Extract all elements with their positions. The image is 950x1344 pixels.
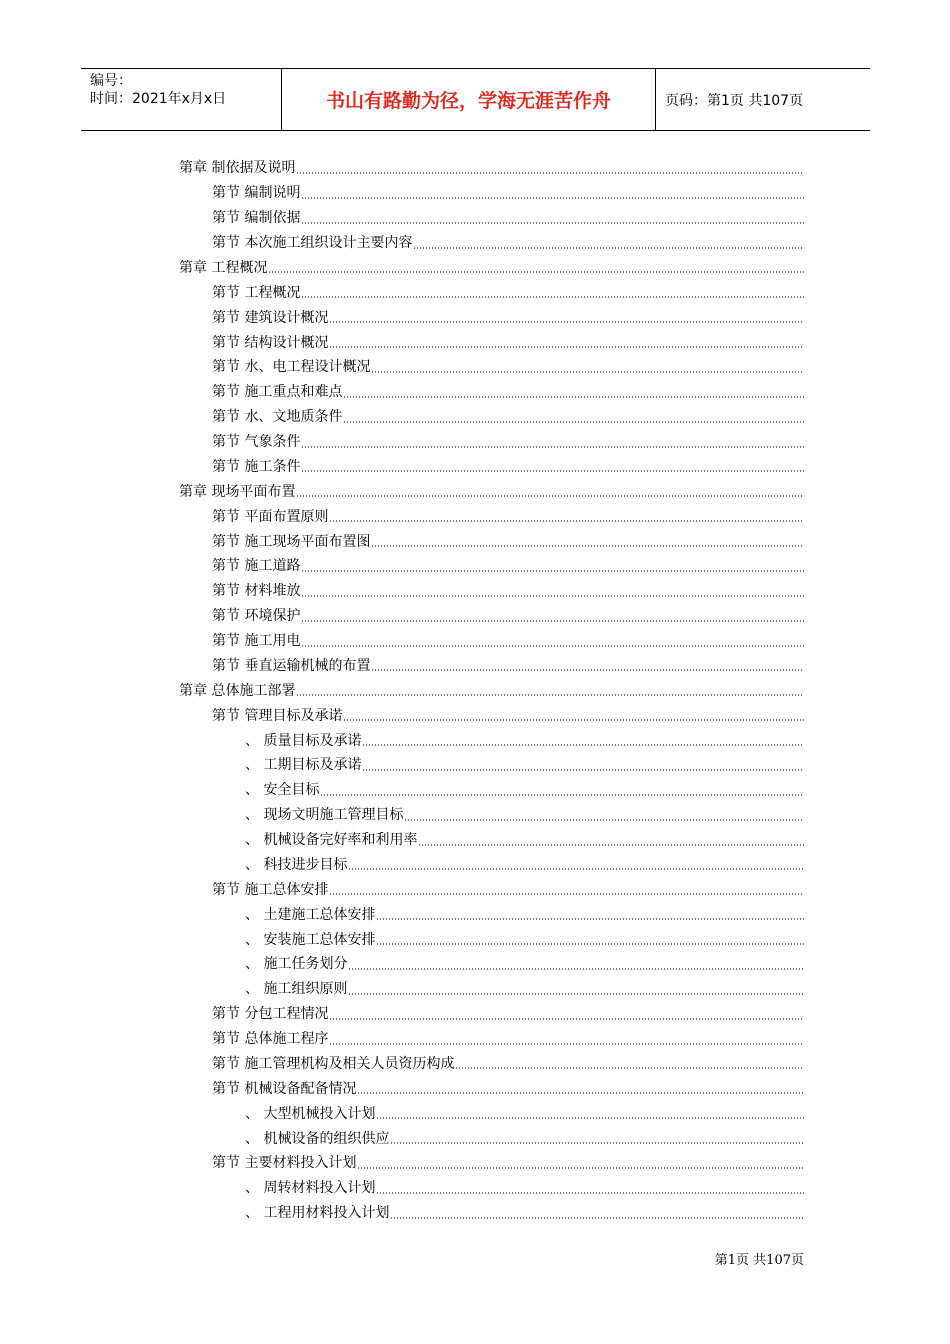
toc-entry-title: 第节 施工用电 xyxy=(212,633,301,650)
toc-entry[interactable] xyxy=(0,1075,950,1100)
toc-dot-leader xyxy=(362,744,804,746)
toc-entry[interactable] xyxy=(0,926,950,951)
toc-entry-title: 第节 编制依据 xyxy=(212,210,301,227)
header-motto: 书山有路勤为径，学海无涯苦作舟 xyxy=(281,69,656,130)
toc-entry[interactable] xyxy=(0,404,950,429)
toc-entry-title: 、 质量目标及承诺 xyxy=(245,732,362,749)
toc-entry-title: 第节 编制说明 xyxy=(212,185,301,202)
toc-entry-title: 、 大型机械投入计划 xyxy=(245,1105,376,1122)
toc-dot-leader xyxy=(301,222,804,224)
toc-dot-leader xyxy=(329,1018,804,1020)
toc-entry-title: 、 土建施工总体安排 xyxy=(245,906,376,923)
header-page-number: 页码：第1页 共107页 xyxy=(665,92,804,109)
toc-dot-leader xyxy=(376,1117,804,1119)
toc-entry[interactable] xyxy=(0,976,950,1001)
toc-entry-title: 第章 工程概况 xyxy=(179,259,268,276)
toc-entry-title: 、 安装施工总体安排 xyxy=(245,931,376,948)
toc-dot-leader xyxy=(329,520,804,522)
toc-entry[interactable] xyxy=(0,279,950,304)
document-number-label: 编号： xyxy=(90,73,132,89)
toc-dot-leader xyxy=(329,346,804,348)
toc-dot-leader xyxy=(455,1067,804,1069)
toc-dot-leader xyxy=(404,819,804,821)
toc-entry[interactable] xyxy=(0,802,950,827)
toc-entry-title: 第节 环境保护 xyxy=(212,608,301,625)
toc-entry[interactable] xyxy=(0,1200,950,1225)
toc-entry[interactable] xyxy=(0,752,950,777)
toc-entry-title: 、 机械设备的组织供应 xyxy=(245,1130,390,1147)
page-header xyxy=(81,68,870,131)
toc-entry[interactable] xyxy=(0,603,950,628)
toc-entry-title: 、 施工组织原则 xyxy=(245,981,348,998)
toc-entry[interactable] xyxy=(0,155,950,180)
toc-dot-leader xyxy=(320,794,804,796)
toc-dot-leader xyxy=(301,645,804,647)
toc-entry-title: 第节 水、电工程设计概况 xyxy=(212,359,371,376)
toc-entry[interactable] xyxy=(0,951,950,976)
toc-entry[interactable] xyxy=(0,1125,950,1150)
toc-entry[interactable] xyxy=(0,1100,950,1125)
toc-dot-leader xyxy=(343,719,804,721)
toc-entry-title: 第节 机械设备配备情况 xyxy=(212,1080,357,1097)
toc-entry[interactable] xyxy=(0,702,950,727)
toc-dot-leader xyxy=(268,271,804,273)
toc-entry-title: 第节 施工总体安排 xyxy=(212,881,329,898)
toc-entry[interactable] xyxy=(0,1175,950,1200)
toc-entry-title: 第章 现场平面布置 xyxy=(179,483,296,500)
toc-dot-leader xyxy=(371,545,804,547)
toc-entry-title: 第节 施工现场平面布置图 xyxy=(212,533,371,550)
toc-dot-leader xyxy=(301,570,804,572)
toc-entry[interactable] xyxy=(0,255,950,280)
toc-entry-title: 第章 总体施工部署 xyxy=(179,682,296,699)
toc-entry[interactable] xyxy=(0,553,950,578)
table-of-contents xyxy=(0,155,950,1225)
toc-dot-leader xyxy=(362,769,804,771)
toc-dot-leader xyxy=(348,968,804,970)
toc-dot-leader xyxy=(357,1167,804,1169)
toc-entry-title: 第节 分包工程情况 xyxy=(212,1006,329,1023)
toc-dot-leader xyxy=(371,371,804,373)
toc-dot-leader xyxy=(348,993,804,995)
toc-entry-title: 第节 主要材料投入计划 xyxy=(212,1155,357,1172)
toc-entry-title: 、 周转材料投入计划 xyxy=(245,1180,376,1197)
toc-entry[interactable] xyxy=(0,628,950,653)
toc-dot-leader xyxy=(376,918,804,920)
toc-entry[interactable] xyxy=(0,677,950,702)
toc-dot-leader xyxy=(390,1142,804,1144)
toc-dot-leader xyxy=(301,296,804,298)
toc-entry[interactable] xyxy=(0,205,950,230)
toc-entry-title: 第章 制依据及说明 xyxy=(179,160,296,177)
toc-entry-title: 第节 建筑设计概况 xyxy=(212,309,329,326)
toc-entry-title: 、 安全目标 xyxy=(245,782,320,799)
toc-dot-leader xyxy=(301,197,804,199)
toc-entry-title: 第节 垂直运输机械的布置 xyxy=(212,657,371,674)
toc-entry-title: 第节 施工重点和难点 xyxy=(212,384,343,401)
toc-entry[interactable] xyxy=(0,876,950,901)
document-time-label: 时间：2021年x月x日 xyxy=(90,91,227,107)
toc-dot-leader xyxy=(376,943,804,945)
toc-entry-title: 第节 管理目标及承诺 xyxy=(212,707,343,724)
toc-entry[interactable] xyxy=(0,478,950,503)
toc-dot-leader xyxy=(301,620,804,622)
toc-entry-title: 第节 气象条件 xyxy=(212,434,301,451)
toc-entry[interactable] xyxy=(0,329,950,354)
toc-dot-leader xyxy=(329,1043,804,1045)
toc-entry-title: 、 施工任务划分 xyxy=(245,956,348,973)
toc-entry-title: 、 工程用材料投入计划 xyxy=(245,1205,390,1222)
toc-entry[interactable] xyxy=(0,1150,950,1175)
toc-dot-leader xyxy=(376,1192,804,1194)
toc-dot-leader xyxy=(296,172,804,174)
toc-entry[interactable] xyxy=(0,304,950,329)
toc-dot-leader xyxy=(343,396,804,398)
toc-entry-title: 第节 结构设计概况 xyxy=(212,334,329,351)
toc-entry[interactable] xyxy=(0,454,950,479)
toc-entry-title: 第节 本次施工组织设计主要内容 xyxy=(212,235,413,252)
toc-entry[interactable] xyxy=(0,578,950,603)
toc-entry[interactable] xyxy=(0,230,950,255)
toc-dot-leader xyxy=(329,893,804,895)
toc-entry[interactable] xyxy=(0,827,950,852)
toc-dot-leader xyxy=(357,1092,804,1094)
toc-dot-leader xyxy=(371,669,804,671)
toc-entry[interactable] xyxy=(0,727,950,752)
toc-dot-leader xyxy=(329,321,804,323)
toc-dot-leader xyxy=(301,446,804,448)
page-footer: 第1页 共107页 xyxy=(714,1253,804,1268)
toc-entry-title: 第节 施工条件 xyxy=(212,458,301,475)
toc-entry[interactable] xyxy=(0,901,950,926)
toc-entry-title: 、 机械设备完好率和利用率 xyxy=(245,832,418,849)
toc-entry[interactable] xyxy=(0,379,950,404)
toc-entry-title: 第节 总体施工程序 xyxy=(212,1031,329,1048)
toc-entry[interactable] xyxy=(0,653,950,678)
toc-entry[interactable] xyxy=(0,1026,950,1051)
toc-dot-leader xyxy=(296,694,804,696)
toc-dot-leader xyxy=(348,868,804,870)
toc-dot-leader xyxy=(301,595,804,597)
toc-dot-leader xyxy=(343,421,804,423)
toc-entry[interactable] xyxy=(0,777,950,802)
toc-entry-title: 第节 平面布置原则 xyxy=(212,508,329,525)
toc-dot-leader xyxy=(390,1217,804,1219)
toc-entry[interactable] xyxy=(0,180,950,205)
toc-entry[interactable] xyxy=(0,354,950,379)
toc-entry-title: 、 科技进步目标 xyxy=(245,856,348,873)
toc-entry-title: 第节 工程概况 xyxy=(212,284,301,301)
toc-entry-title: 、 工期目标及承诺 xyxy=(245,757,362,774)
toc-dot-leader xyxy=(301,470,804,472)
toc-entry-title: 、 现场文明施工管理目标 xyxy=(245,807,404,824)
toc-entry-title: 第节 水、文地质条件 xyxy=(212,409,343,426)
toc-entry[interactable] xyxy=(0,503,950,528)
header-meta xyxy=(81,69,281,130)
toc-entry[interactable] xyxy=(0,1001,950,1026)
toc-dot-leader xyxy=(296,495,804,497)
toc-entry-title: 第节 材料堆放 xyxy=(212,583,301,600)
toc-dot-leader xyxy=(413,247,804,249)
toc-entry-title: 第节 施工管理机构及相关人员资历构成 xyxy=(212,1055,455,1072)
toc-entry[interactable] xyxy=(0,852,950,877)
toc-entry-title: 第节 施工道路 xyxy=(212,558,301,575)
toc-entry[interactable] xyxy=(0,528,950,553)
toc-entry[interactable] xyxy=(0,1051,950,1076)
toc-entry[interactable] xyxy=(0,429,950,454)
toc-dot-leader xyxy=(418,844,804,846)
